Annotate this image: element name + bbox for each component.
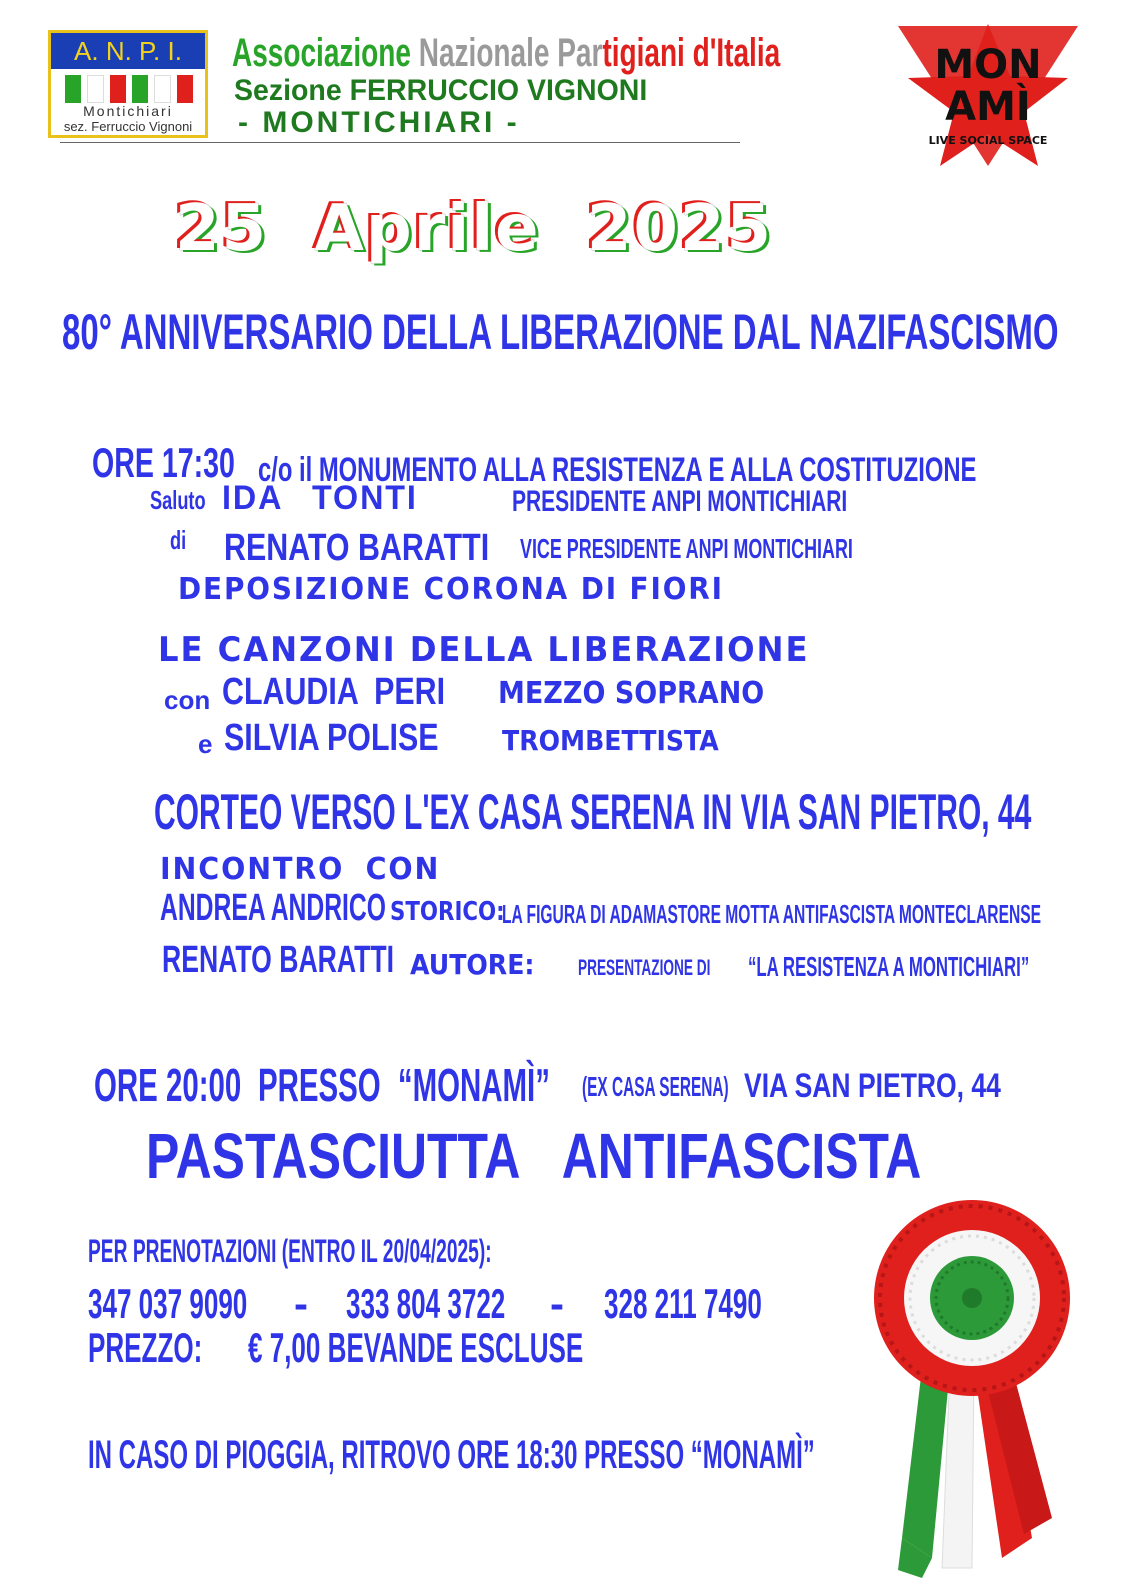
phone-separator-1: [294, 1280, 308, 1328]
rain-notice-text: IN CASO DI PIOGGIA, RITROVO ORE 18:30 PRESSO “MONAMÌ”: [88, 1433, 815, 1477]
historian-topic-text: LA FIGURA DI ADAMASTORE MOTTA ANTIFASCISTA MONTECLARENSE: [502, 899, 1042, 929]
singer-name: [222, 670, 501, 714]
section-name: [234, 74, 669, 108]
phone-2-text: 333 804 3722: [346, 1280, 506, 1327]
price-label-text: PREZZO:: [88, 1324, 203, 1371]
phone-separator-2: [550, 1280, 564, 1328]
tricolor-cockade-icon: [862, 1198, 1082, 1578]
author-name-text: RENATO BARATTI: [162, 939, 395, 981]
pastasciutta-heading: [146, 1120, 1126, 1192]
speaker-1-name-text: IDA TONTI: [222, 479, 418, 517]
author-book-text: “LA RESISTENZA A MONTICHIARI”: [748, 951, 1030, 982]
trumpet-role: [502, 724, 743, 758]
trumpet-role-text: TROMBETTISTA: [502, 724, 719, 757]
speaker-1-role: [512, 484, 991, 520]
historian-topic: [502, 898, 1126, 930]
corteo-heading-text: CORTEO VERSO L'EX CASA SERENA IN VIA SAN PIETRO, 44: [154, 784, 1032, 840]
speaker-2-role-text: VICE PRESIDENTE ANPI MONTICHIARI: [520, 533, 853, 564]
singer-name-text: CLAUDIA PERI: [222, 671, 446, 713]
price-value: [248, 1324, 789, 1372]
place-1-text: c/o il MONUMENTO ALLA RESISTENZA E ALLA COSTITUZIONE: [258, 451, 977, 489]
speaker-2-name-text: RENATO BARATTI: [224, 527, 490, 569]
anniversary-headline: [62, 302, 1126, 362]
event-date: 25 Aprile 2025: [175, 192, 773, 266]
phone-1-text: 347 037 9090: [88, 1280, 248, 1327]
e-label: [198, 728, 212, 760]
italian-flag-icon: [65, 75, 193, 103]
di-label-text: di: [170, 525, 187, 555]
author-role: [410, 948, 548, 982]
deposizione-text: DEPOSIZIONE CORONA DI FIORI: [178, 572, 724, 607]
evening-address-text: VIA SAN PIETRO, 44: [744, 1067, 1001, 1105]
ex-casa-serena-text: (EX CASA SERENA): [582, 1071, 729, 1102]
e-label-text: e: [198, 729, 213, 759]
author-book: [748, 950, 1126, 984]
canzoni-heading: [158, 630, 844, 670]
incontro-label: [160, 852, 455, 888]
anpi-logo-title: A. N. P. I.: [51, 33, 205, 69]
phone-separator-1-text: -: [294, 1280, 308, 1327]
con-label-text: con: [164, 685, 211, 715]
reservations-label: [88, 1232, 761, 1270]
singer-role-text: MEZZO SOPRANO: [498, 676, 765, 711]
section-name-text: Sezione FERRUCCIO VIGNONI: [234, 74, 648, 107]
historian-role-text: STORICO:: [390, 897, 505, 927]
header-divider: [60, 142, 740, 143]
saluto-label-text: Saluto: [150, 485, 206, 515]
di-label: [170, 524, 193, 556]
trumpet-name-text: SILVIA POLISE: [224, 717, 439, 759]
presso-monami-text: PRESSO “MONAMÌ”: [258, 1059, 550, 1111]
trumpet-name: [224, 716, 492, 760]
reservations-label-text: PER PRENOTAZIONI (ENTRO IL 20/04/2025):: [88, 1233, 492, 1269]
monami-tagline: LIVE SOCIAL SPACE: [928, 134, 1048, 147]
speaker-1-role-text: PRESIDENTE ANPI MONTICHIARI: [512, 485, 848, 518]
anniversary-text: 80° ANNIVERSARIO DELLA LIBERAZIONE DAL NAZIFASCISMO: [62, 304, 1059, 360]
corteo-heading: [154, 782, 1126, 842]
canzoni-heading-text: LE CANZONI DELLA LIBERAZIONE: [158, 630, 810, 670]
con-label: [164, 684, 210, 716]
singer-role: [498, 676, 794, 712]
association-word-1: Associazione: [232, 31, 411, 75]
monami-line-1: MON: [934, 42, 1042, 88]
association-word-2: Nazionale: [418, 31, 550, 75]
historian-name-text: ANDREA ANDRICO: [160, 887, 386, 929]
phone-3-text: 328 211 7490: [604, 1280, 762, 1327]
price-label: [88, 1324, 272, 1372]
price-value-text: € 7,00 BEVANDE ESCLUSE: [248, 1324, 584, 1371]
anpi-logo-section: sez. Ferruccio Vignoni: [63, 119, 193, 134]
monami-line-2: AMÌ: [945, 84, 1031, 130]
saluto-label: [150, 484, 229, 516]
association-word-4: tigiani d'Italia: [602, 31, 781, 75]
phone-separator-2-text: -: [550, 1280, 564, 1327]
phone-3: [604, 1280, 859, 1328]
speaker-2-name: [224, 526, 555, 570]
deposizione: [178, 572, 765, 608]
anpi-logo-town: Montichiari: [83, 103, 173, 119]
time-2-text: ORE 20:00: [94, 1059, 242, 1111]
association-word-3: Par: [557, 31, 603, 75]
phone-2: [346, 1280, 603, 1328]
anpi-logo: [48, 30, 208, 138]
speaker-1-name: [222, 478, 428, 518]
speaker-2-role: [520, 532, 1040, 566]
time-1-text: ORE 17:30: [92, 439, 235, 486]
evening-address: [744, 1066, 1073, 1106]
city-name: [238, 106, 520, 140]
city-name-text: - MONTICHIARI -: [238, 106, 520, 139]
author-presentation-text: PRESENTAZIONE DI: [578, 955, 711, 980]
incontro-label-text: INCONTRO CON: [160, 852, 441, 887]
monami-logo: [888, 16, 1088, 176]
author-role-text: AUTORE:: [410, 948, 535, 981]
pastasciutta-heading-text: PASTASCIUTTA ANTIFASCISTA: [146, 1120, 922, 1192]
